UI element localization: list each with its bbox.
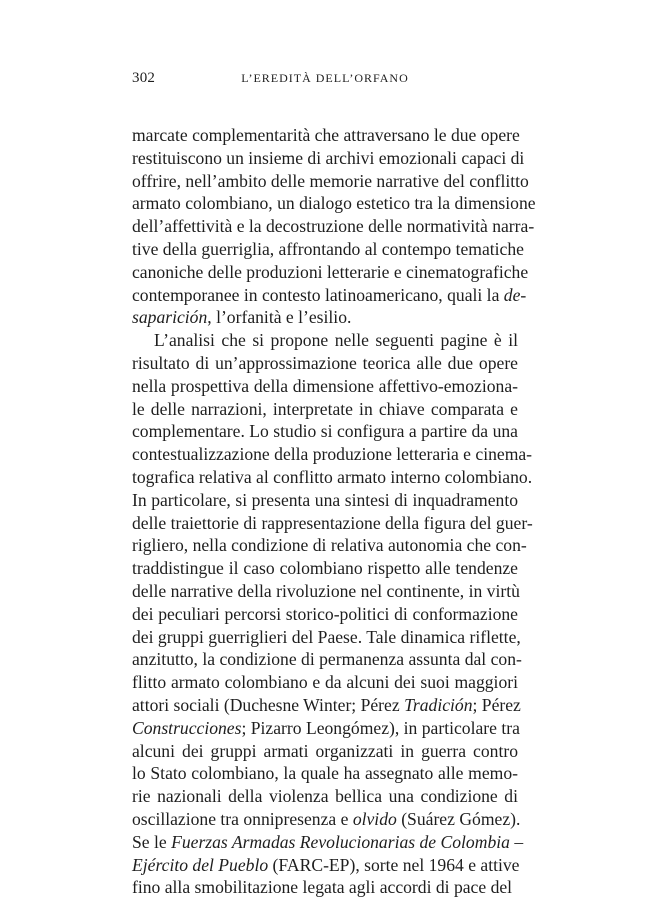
italic-text: olvido: [352, 808, 397, 829]
text-run: lo Stato colombiano, la quale ha assegnato alle memo-: [132, 763, 518, 784]
text-line: [132, 854, 518, 877]
text-run: (FARC-EP), sorte nel 1964 e attive: [268, 854, 520, 875]
text-line: [132, 192, 536, 215]
text-line: [132, 443, 533, 466]
text-run: oscillazione tra onnipresenza e: [132, 808, 353, 829]
text-line: [132, 785, 518, 808]
text-run: flitto armato colombiano e da alcuni dei suoi maggiori: [132, 672, 518, 693]
text-run: In particolare, si presenta una sintesi di inquadramento: [132, 489, 518, 510]
text-line: [132, 534, 527, 557]
text-line: [132, 398, 518, 421]
text-line: [132, 740, 518, 763]
text-run: fino alla smobilitazione legata agli accordi di pace del: [132, 877, 513, 898]
text-run: rie nazionali della violenza bellica una condizione di: [132, 786, 518, 807]
text-line: [132, 876, 518, 899]
text-line: [132, 512, 533, 535]
text-line: [132, 489, 518, 512]
text-run: ; Pizarro Leongómez), in particolare tra: [241, 717, 520, 738]
text-run: marcate complementarità che attraversano le due opere: [132, 125, 520, 145]
italic-text: Construcciones: [132, 717, 242, 738]
text-line: [132, 603, 518, 626]
text-run: ; Pérez: [472, 694, 521, 715]
text-run: Se le: [132, 831, 172, 852]
text-line: [132, 694, 521, 717]
text-line: [132, 215, 535, 238]
text-line: [132, 717, 518, 740]
text-line: [132, 648, 522, 671]
text-line: [132, 261, 529, 284]
text-line: [132, 147, 525, 170]
text-run: restituiscono un insieme di archivi emozionali capaci di: [132, 147, 525, 168]
text-run: contestualizzazione della produzione letteraria e cinema-: [132, 444, 533, 465]
text-run: tive della guerriglia, affrontando al contempo tematiche: [132, 238, 524, 259]
text-run: traddistingue il caso colombiano rispetto alle tendenze: [132, 558, 518, 579]
text-line: [132, 124, 518, 147]
italic-text: saparición: [132, 307, 208, 328]
text-run: tografica relativa al conflitto armato interno colombiano.: [132, 466, 533, 487]
text-run: anzitutto, la condizione di permanenza assunta dal con-: [132, 649, 522, 670]
text-line: [132, 284, 527, 307]
text-line: [132, 238, 524, 261]
text-run: delle narrative della rivoluzione nel continente, in virtù: [132, 580, 520, 601]
paragraph: [132, 329, 533, 899]
italic-text: Ejército del Pueblo: [132, 854, 269, 875]
text-run: rigliero, nella condizione di relativa autonomia che con-: [132, 535, 527, 556]
text-line: [132, 420, 518, 443]
body-text: [132, 124, 536, 899]
page-header: [132, 70, 518, 94]
text-run: alcuni dei gruppi armati organizzati in guerra contro: [132, 740, 518, 761]
text-line: [132, 329, 518, 352]
text-run: canoniche delle produzioni letterarie e cinematografiche: [132, 261, 529, 282]
text-run: nella prospettiva della dimensione affettivo-emoziona-: [132, 375, 518, 396]
text-line: [132, 808, 521, 831]
text-line: [132, 580, 518, 603]
text-run: dell’affettività e la decostruzione delle normatività narra-: [132, 216, 535, 237]
italic-text: de-: [503, 284, 527, 305]
text-run: le delle narrazioni, interpretate in chiave comparata e: [132, 398, 518, 419]
text-run: complementare. Lo studio si configura a partire da una: [132, 421, 518, 442]
text-run: armato colombiano, un dialogo estetico tra la dimensione: [132, 193, 536, 214]
text-line: [132, 170, 529, 193]
text-run: offrire, nell’ambito delle memorie narrative del conflitto: [132, 170, 529, 191]
italic-text: Fuerzas Armadas Revolucionarias de Colombia –: [171, 831, 524, 852]
text-line: [132, 671, 518, 694]
text-run: risultato di un’approssimazione teorica alle due opere: [132, 352, 518, 373]
text-run: delle traiettorie di rappresentazione della figura del guer-: [132, 512, 533, 533]
italic-text: Tradición: [404, 694, 473, 715]
paragraph: [132, 124, 536, 329]
text-line: [132, 557, 518, 580]
running-title: L’EREDITÀ DELL’ORFANO: [241, 71, 409, 85]
text-run: dei gruppi guerriglieri del Paese. Tale dinamica riflette,: [132, 626, 521, 647]
page-number: 302: [132, 70, 156, 86]
text-run: , l’orfanità e l’esilio.: [207, 307, 352, 328]
text-run: dei peculiari percorsi storico-politici di conformazione: [132, 603, 518, 624]
text-run: attori sociali (Duchesne Winter; Pérez: [132, 694, 405, 715]
text-line: [132, 466, 533, 489]
text-line: [132, 375, 518, 398]
text-line: [132, 352, 518, 375]
text-line: [132, 626, 521, 649]
text-run: contemporanee in contesto latinoamericano, quali la: [132, 284, 504, 305]
text-line: [132, 762, 518, 785]
text-run: (Suárez Gómez).: [396, 808, 521, 829]
text-line: [132, 831, 524, 854]
text-run: L’analisi che si propone nelle seguenti pagine è il: [154, 330, 518, 351]
text-line: [132, 306, 518, 329]
